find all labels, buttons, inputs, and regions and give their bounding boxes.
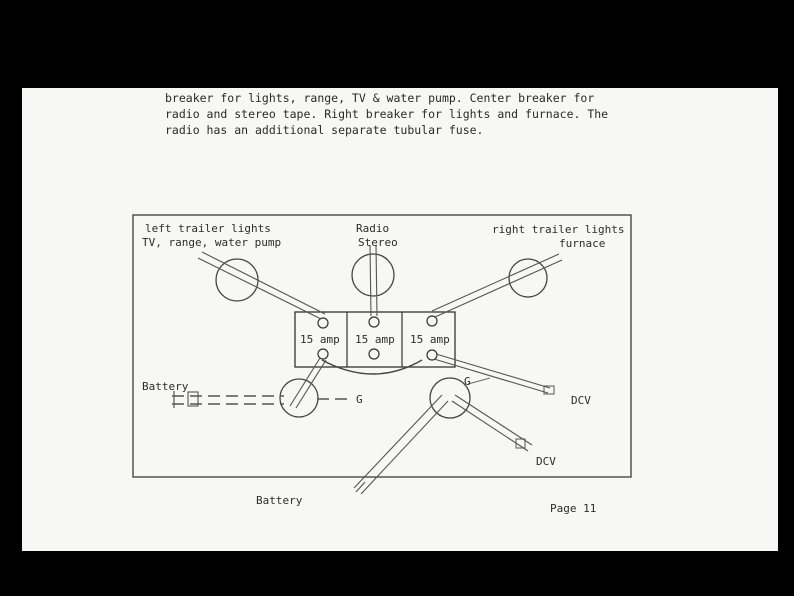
grommet-center: [352, 254, 394, 296]
dcv-lower-label: DCV: [536, 455, 556, 468]
wire-center-a: [370, 245, 371, 316]
wire-dcv-lower-b: [452, 401, 528, 451]
terminal-center-bottom: [369, 349, 379, 359]
wiring-diagram: [22, 88, 778, 551]
battery-bottom-label: Battery: [256, 494, 303, 507]
terminal-right-top: [427, 316, 437, 326]
ground-lead-right: [468, 378, 490, 384]
paragraph-line-3: radio has an additional separate tubular fuse.: [165, 123, 484, 137]
right-label-line-1: right trailer lights: [492, 223, 625, 236]
paragraph-line-1: breaker for lights, range, TV & water pump. Center breaker for: [165, 91, 595, 105]
grommet-right: [509, 259, 547, 297]
ground-right-label: G: [464, 375, 471, 388]
battery-left-label: Battery: [142, 380, 189, 393]
center-label-line-2: Stereo: [358, 236, 398, 249]
wire-dcv-lower-a: [455, 395, 532, 445]
terminal-right-bottom: [427, 350, 437, 360]
center-label-line-1: Radio: [356, 222, 390, 235]
wire-left-a: [198, 258, 321, 319]
left-label-line-1: left trailer lights: [145, 222, 271, 235]
ground-left-label: G: [356, 393, 363, 406]
grommet-battery-left: [280, 379, 318, 417]
wire-center-b: [376, 245, 377, 316]
right-label-line-2: furnace: [559, 237, 606, 250]
left-label-line-2: TV, range, water pump: [142, 236, 282, 249]
wire-dcv-upper-a: [436, 354, 550, 388]
wire-right-b: [432, 254, 559, 311]
dcv-upper-label: DCV: [571, 394, 591, 407]
paragraph-line-2: radio and stereo tape. Right breaker for lights and furnace. The: [165, 107, 609, 121]
terminal-center-top: [369, 317, 379, 327]
wire-dcv-upper-b: [434, 359, 548, 393]
grommet-left: [216, 259, 258, 301]
wire-right-a: [435, 260, 562, 317]
wire-battery-bottom-b: [361, 401, 448, 494]
wire-battery-bottom-a: [354, 395, 442, 488]
terminal-left-bottom: [318, 349, 328, 359]
page-number: Page 11: [550, 502, 597, 515]
wire-left-b: [202, 252, 325, 314]
terminal-left-top: [318, 318, 328, 328]
breaker-right-label: 15 amp: [410, 333, 450, 346]
breaker-left-label: 15 amp: [300, 333, 340, 346]
document-page: [22, 88, 778, 551]
breaker-center-label: 15 amp: [355, 333, 395, 346]
